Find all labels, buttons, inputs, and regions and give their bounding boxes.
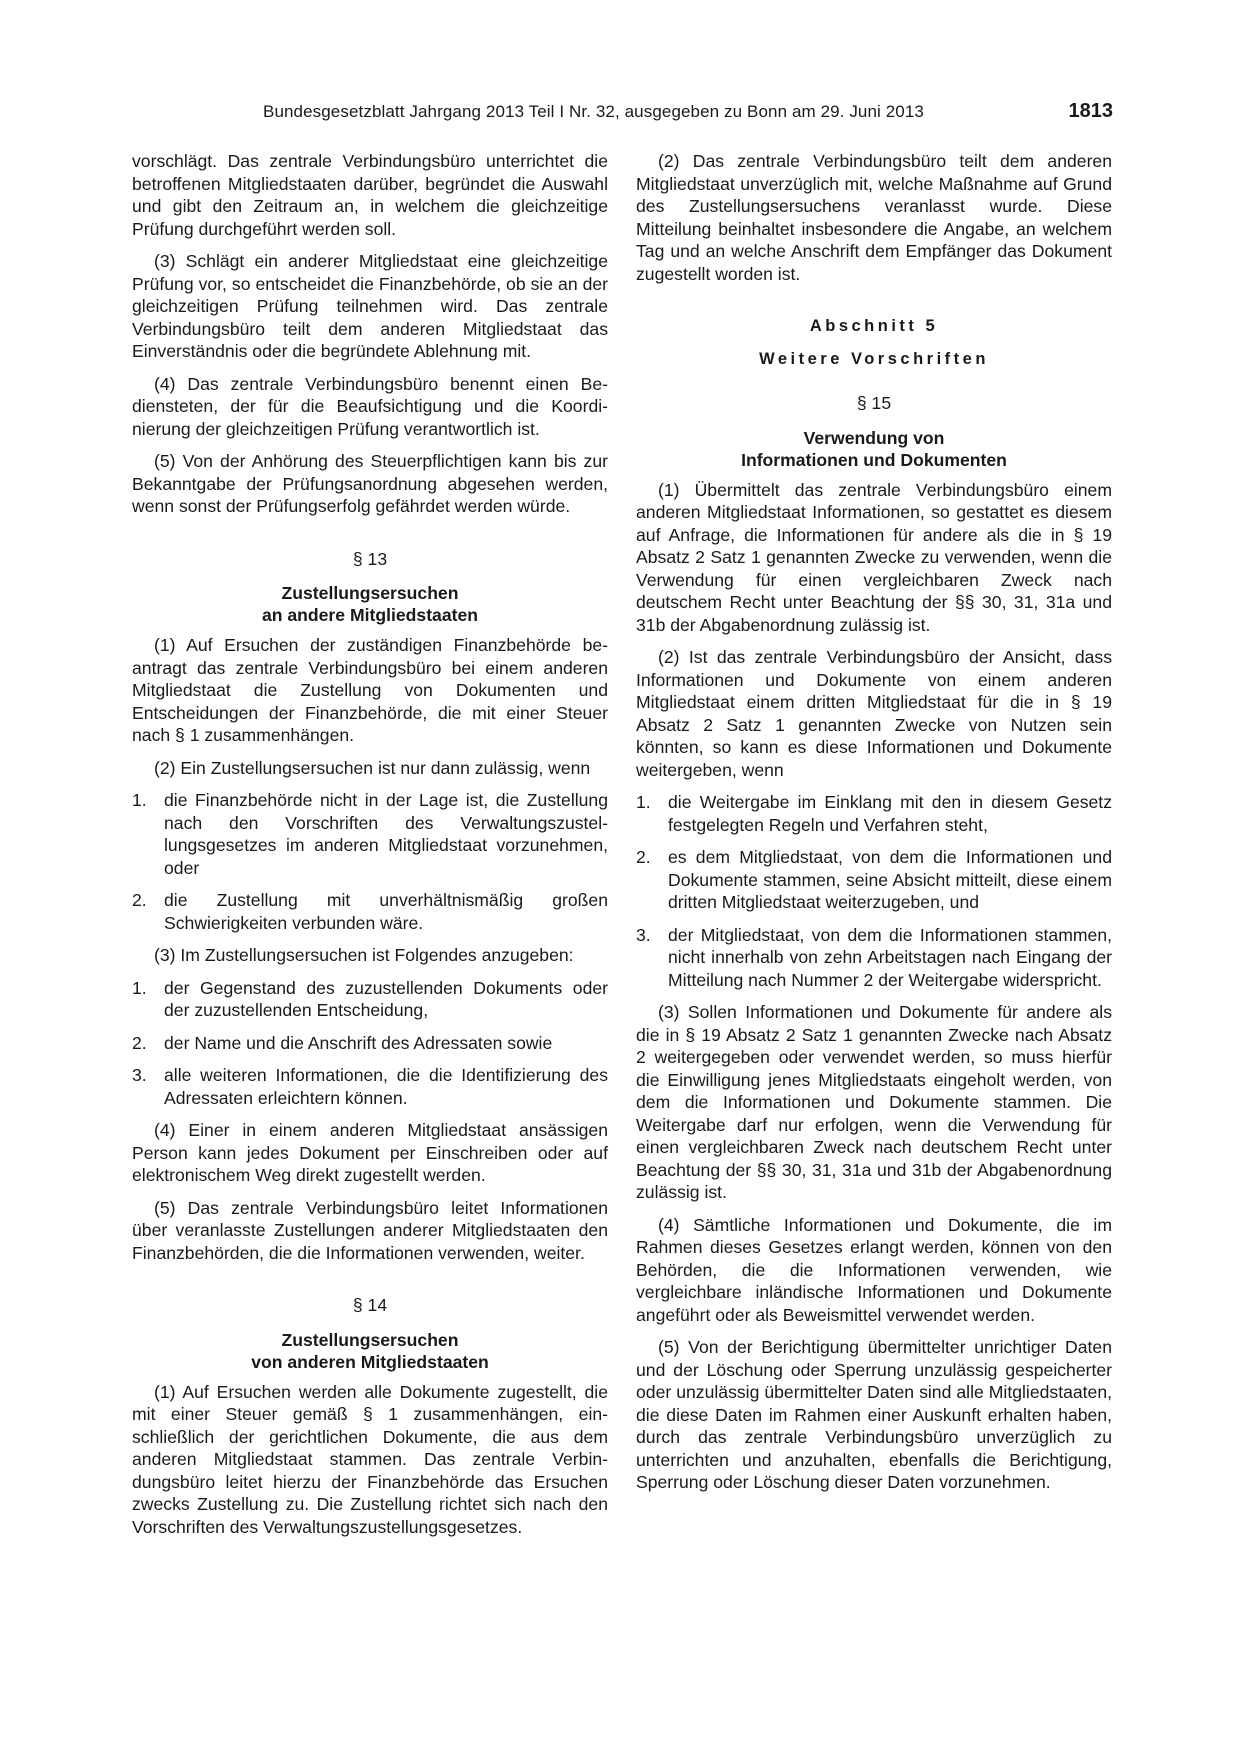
right-column (636, 150, 1112, 1504)
list-item (132, 889, 608, 934)
numbered-list (636, 791, 1112, 991)
list-number: 3. (636, 924, 651, 945)
paragraph: (5) Von der Anhörung des Steuerpflichtigen kann bis zur Bekanntgabe der Prüfungsanordnung abgesehen werden, wenn sonst der Prüfungserfolg gefährdet werden würde. (132, 451, 608, 516)
paragraph: (5) Von der Berichtigung übermittelter unrichtiger Daten und der Löschung oder Sperrung unzulässig gespeicherter oder unzulässig übermittelter Daten sind alle Mitgliedstaaten, die diese Daten im Rahmen einer Auskunft erhalten haben, durch das zentrale Verbindungsbüro unverzüglich zu unterrichten und anzuhalten, ebenfalls die Berichtigung, Sperrung oder Löschung dieser Daten vorzunehmen. (636, 1337, 1112, 1492)
paragraph: (2) Ist das zentrale Verbindungsbüro der Ansicht, dass Informationen und Dokumente von einem anderen Mitgliedstaat einem dritten Mitgliedstaat für die in § 19 Absatz 2 Satz 1 genannten Zwecke von Nutzen sein könnten, so kann es diese Informationen und Dokumente weitergeben, wenn (636, 647, 1112, 780)
section-title-line: Informationen und Dokumenten (741, 449, 1007, 470)
list-text: es dem Mitgliedstaat, von dem die Informationen und Dokumente stammen, seine Absicht mitteilt, diese einem dritten Mitgliedstaat weiterzugeben, und (668, 847, 1112, 912)
paragraph: (3) Im Zustellungsersuchen ist Folgendes anzugeben: (154, 945, 574, 965)
list-item (636, 846, 1112, 914)
list-item (132, 1032, 608, 1055)
list-text: die Zustellung mit unverhältnismäßig großen Schwierigkeiten verbunden wäre. (164, 890, 608, 933)
chapter-title: Weitere Vorschriften (759, 349, 989, 368)
list-text: der Gegenstand des zuzustellenden Dokuments oder der zuzustellenden Entscheidung, (164, 977, 608, 1020)
page-number: 1813 (1068, 100, 1113, 122)
paragraph: vorschlägt. Das zentrale Verbindungsbüro unterrichtet die betroffenen Mitgliedstaaten darüber, begründet die Auswahl und gibt den Zeitraum an, in welchem die gleichzeitige Prüfung durchgeführt werden soll. (132, 151, 608, 239)
list-number: 2. (132, 1032, 147, 1053)
chapter-heading: Abschnitt 5 (809, 317, 939, 335)
list-item (132, 789, 608, 879)
section-title-line: Verwendung von (803, 427, 945, 448)
paragraph: (3) Schlägt ein anderer Mitgliedstaat eine gleichzeitige Prüfung vor, so entscheidet die Finanzbehörde, ob sie an der gleichzeitigen Prüfung teilnehmen wird. Das zentrale Verbindungsbüro teilt dem anderen Mitgliedstaat das Einverständnis oder die begründete Ablehnung mit. (132, 251, 608, 361)
list-text: die Weitergabe im Einklang mit den in diesem Gesetz festgelegten Regeln und Verfahren steht, (668, 792, 1112, 835)
paragraph: (5) Das zentrale Verbindungsbüro leitet Informationen über veranlasste Zustellungen anderer Mitgliedstaaten den Finanzbehörden, die die Informationen verwenden, weiter. (132, 1197, 608, 1263)
numbered-list (132, 977, 608, 1110)
paragraph: (4) Sämtliche Informationen und Dokumente, die im Rahmen dieses Gesetzes erlangt werden, können von den Behörden, die die Informationen verwenden, wie vergleichbare inländische Informationen und Dokumente angeführt oder als Beweismittel verwendet werden. (636, 1214, 1112, 1325)
section-title (132, 582, 608, 626)
running-title: Bundesgesetzblatt Jahrgang 2013 Teil I Nr. 32, ausgegeben zu Bonn am 29. Juni 2013 (263, 102, 924, 121)
list-item (636, 791, 1112, 836)
list-number: 1. (132, 977, 147, 998)
paragraph: (2) Das zentrale Verbindungsbüro teilt dem anderen Mitgliedstaat unverzüglich mit, welche Maßnahme auf Grund des Zustellungsersuchens veranlasst wurde. Diese Mitteilung beinhaltet insbesondere die Angabe, an welchem Tag und an welche Anschrift dem Empfänger das Dokument zugestellt worden ist. (636, 151, 1112, 284)
section-number: § 14 (352, 1295, 388, 1315)
section-title-line: Zustellungsersuchen (281, 583, 459, 603)
list-number: 3. (132, 1065, 147, 1085)
list-number: 1. (132, 790, 147, 810)
paragraph: (4) Einer in einem anderen Mitgliedstaat ansässigen Person kann jedes Dokument per Einschreiben oder auf elektronischem Weg direkt zugestellt werden. (132, 1120, 608, 1185)
page-header (263, 100, 1113, 130)
list-text: alle weiteren Informationen, die die Identifizierung des Adressaten erleichtern können. (164, 1065, 608, 1108)
left-column (132, 150, 608, 1548)
paragraph: (1) Auf Ersuchen der zuständigen Finanzbehörde beantragt das zentrale Verbindungsbüro bei einem anderen Mitgliedstaat die Zustellung von Dokumenten und Entscheidungen der Finanzbehörde, die mit einer Steuer nach § 1 zusammenhängen. (132, 635, 608, 745)
section-title-line: Zustellungsersuchen (281, 1329, 459, 1350)
list-number: 2. (132, 890, 147, 910)
section-number: § 13 (352, 548, 388, 569)
list-number: 1. (636, 792, 651, 812)
paragraph: (4) Das zentrale Verbindungsbüro benennt einen Bediensteten, der für die Beaufsichtigung und die Koordinierung der gleichzeitigen Prüfung verantwortlich ist. (132, 373, 608, 439)
paragraph: (3) Sollen Informationen und Dokumente für andere als die in § 19 Absatz 2 Satz 1 genannten Zwecke nach Absatz 2 weitergegeben oder verwendet werden, so muss hierfür die Einwilligung jenes Mitgliedstaats eingeholt werden, von dem die Informationen und Dokumente stammen. Die Weitergabe darf nur erfolgen, wenn die Verwendung für einen vergleichbaren Zweck nach deutschem Recht unter Beachtung der §§ 30, 31, 31a und 31b der Abgabenordnung zulässig ist. (636, 1002, 1112, 1202)
section-title (132, 1329, 608, 1373)
list-text: der Name und die Anschrift des Adressaten sowie (164, 1032, 553, 1053)
section-title-line: an andere Mitgliedstaaten (261, 605, 479, 625)
list-item (132, 977, 608, 1022)
list-number: 2. (636, 847, 651, 867)
paragraph: (1) Übermittelt das zentrale Verbindungsbüro einem anderen Mitgliedstaat Informationen, so gestattet es diesem auf Anfrage, die Informationen für andere als die in § 19 Absatz 2 Satz 1 genannten Zwecke zu verwenden, wenn die Verwendung für einen vergleichbaren Zweck nach deutschem Recht unter Beachtung der §§ 30, 31, 31a und 31b der Abgabenordnung zulässig ist. (636, 479, 1112, 635)
section-number: § 15 (856, 393, 892, 413)
list-item (636, 924, 1112, 992)
list-text: die Finanzbehörde nicht in der Lage ist, die Zustellung nach den Vorschriften des Verwaltungszustellungsgesetzes im anderen Mitgliedstaat vorzunehmen, oder (164, 790, 608, 878)
list-text: der Mitgliedstaat, von dem die Informationen stammen, nicht innerhalb von zehn Arbeitstagen nach Eingang der Mitteilung nach Nummer 2 der Weitergabe widerspricht. (668, 924, 1112, 990)
section-title-line: von anderen Mitgliedstaaten (251, 1351, 489, 1372)
list-item (132, 1064, 608, 1109)
paragraph: (2) Ein Zustellungsersuchen ist nur dann zulässig, wenn (154, 757, 591, 778)
section-title (636, 427, 1112, 471)
numbered-list (132, 789, 608, 934)
paragraph: (1) Auf Ersuchen werden alle Dokumente zugestellt, die mit einer Steuer gemäß § 1 zusammenhängen, einschließlich der gerichtlichen Dokumente, die aus dem anderen Mitgliedstaat stammen. Das zentrale Verbindungsbüro leitet hierzu der Finanzbehörde das Ersuchen zwecks Zustellung zu. Die Zustellung richtet sich nach den Vorschriften des Verwaltungszustellungsgesetzes. (132, 1381, 608, 1537)
